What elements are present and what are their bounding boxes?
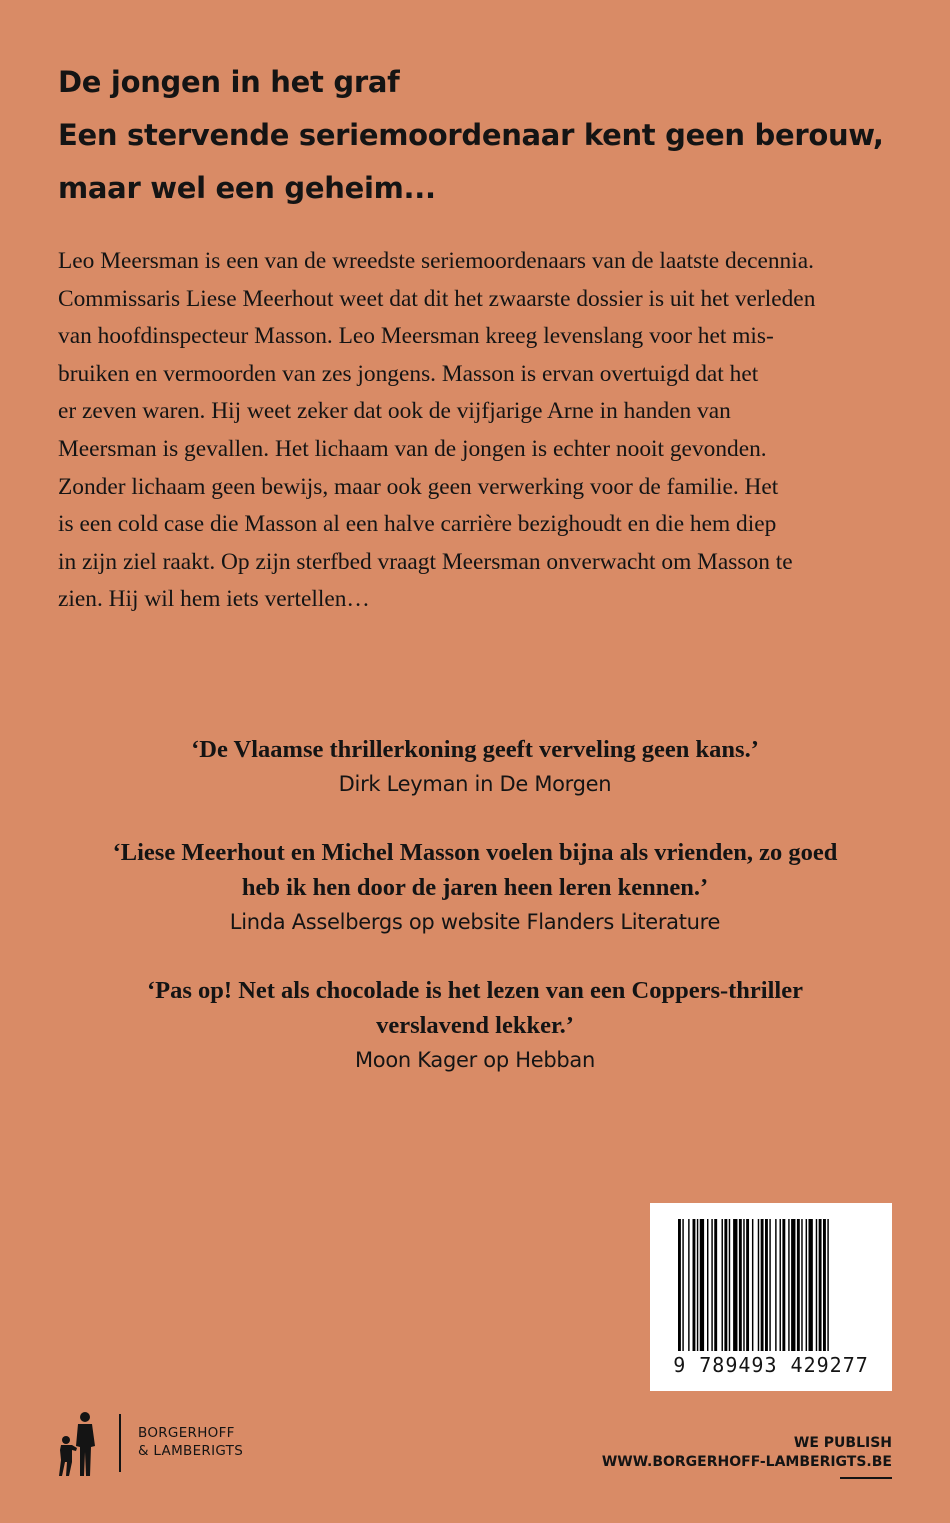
barcode-bar — [711, 1219, 712, 1351]
isbn-number: 9 789493 429277 — [673, 1353, 869, 1377]
barcode-bar — [801, 1219, 802, 1351]
barcode-bar — [827, 1219, 828, 1351]
barcode-bar — [780, 1219, 781, 1351]
barcode-bar — [823, 1219, 826, 1351]
barcode-bar — [761, 1219, 764, 1351]
barcode-bar — [688, 1219, 689, 1351]
quote-source: Dirk Leyman in De Morgen — [338, 772, 612, 796]
publisher-logo-icon — [54, 1410, 104, 1478]
publisher-name — [138, 1424, 243, 1460]
barcode-bar — [693, 1219, 696, 1351]
publisher-name-line-2: & LAMBERIGTS — [138, 1443, 244, 1459]
barcode-bar — [714, 1219, 717, 1351]
quote-text: ‘Liese Meerhout en Michel Masson voelen bijna als vrienden, zo goed — [112, 839, 838, 866]
barcode-bar — [682, 1219, 683, 1351]
tagline-line-1: Een stervende seriemoordenaar kent geen berouw, — [58, 118, 884, 152]
blurb-line: is een cold case die Masson al een halve carrière bezighoudt en die hem diep — [58, 511, 777, 538]
review-quote — [0, 835, 950, 939]
headline — [58, 56, 918, 215]
review-quote — [0, 732, 950, 801]
barcode-bar — [752, 1219, 753, 1351]
blurb-line: bruiken en vermoorden van zes jongens. Masson is ervan overtuigd dat het — [58, 360, 759, 387]
book-title: De jongen in het graf — [58, 65, 400, 99]
barcode-bars — [678, 1219, 864, 1351]
publisher-name-line-1: BORGERHOFF — [138, 1425, 235, 1441]
barcode-bar — [797, 1219, 800, 1351]
publisher-website: WWW.BORGERHOFF-LAMBERIGTS.BE — [601, 1454, 892, 1470]
blurb-line: zien. Hij wil hem iets vertellen… — [58, 586, 370, 613]
barcode-bar — [782, 1219, 785, 1351]
quote-text: ‘Pas op! Net als chocolade is het lezen van een Coppers-thriller — [147, 977, 803, 1004]
publisher-info — [602, 1434, 892, 1472]
barcode-bar — [746, 1219, 749, 1351]
logo-divider — [119, 1414, 121, 1472]
barcode-bar — [697, 1219, 698, 1351]
blurb-line: van hoofdinspecteur Masson. Leo Meersman kreeg levenslang voor het mis- — [58, 323, 774, 350]
publisher-rule — [840, 1477, 892, 1479]
barcode-bar — [769, 1219, 770, 1351]
barcode-bar — [700, 1219, 704, 1351]
barcode-bar — [758, 1219, 759, 1351]
barcode — [650, 1203, 892, 1391]
barcode-bar — [816, 1219, 817, 1351]
blurb-text — [58, 243, 900, 619]
barcode-bar — [724, 1219, 727, 1351]
blurb-line: er zeven waren. Hij weet zeker dat ook de vijfjarige Arne in handen van — [58, 398, 731, 425]
blurb-line: Commissaris Liese Meerhout weet dat dit het zwaarste dossier is uit het verleden — [58, 285, 816, 312]
barcode-bar — [819, 1219, 822, 1351]
barcode-bar — [788, 1219, 789, 1351]
barcode-bar — [707, 1219, 708, 1351]
blurb-line: in zijn ziel raakt. Op zijn sterfbed vraagt Meersman onverwacht om Masson te — [58, 548, 793, 575]
barcode-bar — [765, 1219, 768, 1351]
barcode-bar — [739, 1219, 742, 1351]
tagline-line-2: maar wel een geheim... — [58, 171, 436, 205]
blurb-line: Leo Meersman is een van de wreedste seriemoordenaars van de laatste decennia. — [58, 248, 814, 274]
barcode-bar — [806, 1219, 807, 1351]
barcode-bar — [722, 1219, 723, 1351]
review-quotes — [0, 732, 950, 1111]
barcode-bar — [678, 1219, 681, 1351]
barcode-bar — [775, 1219, 776, 1351]
blurb-line: Zonder lichaam geen bewijs, maar ook geen verwerking voor de familie. Het — [58, 473, 779, 500]
barcode-bar — [809, 1219, 813, 1351]
barcode-bar — [791, 1219, 795, 1351]
barcode-bar — [733, 1219, 737, 1351]
quote-source: Moon Kager op Hebban — [354, 1048, 596, 1072]
quote-text: ‘De Vlaamse thrillerkoning geeft verveling geen kans.’ — [191, 736, 759, 763]
publisher-tagline: WE PUBLISH — [793, 1435, 892, 1451]
quote-source: Linda Asselbergs op website Flanders Literature — [229, 910, 721, 934]
quote-text: heb ik hen door de jaren heen leren kennen.’ — [241, 874, 709, 901]
review-quote — [0, 973, 950, 1077]
barcode-bar — [729, 1219, 730, 1351]
blurb-line: Meersman is gevallen. Het lichaam van de jongen is echter nooit gevonden. — [58, 435, 767, 462]
quote-text: verslavend lekker.’ — [376, 1012, 574, 1039]
barcode-bar — [743, 1219, 744, 1351]
